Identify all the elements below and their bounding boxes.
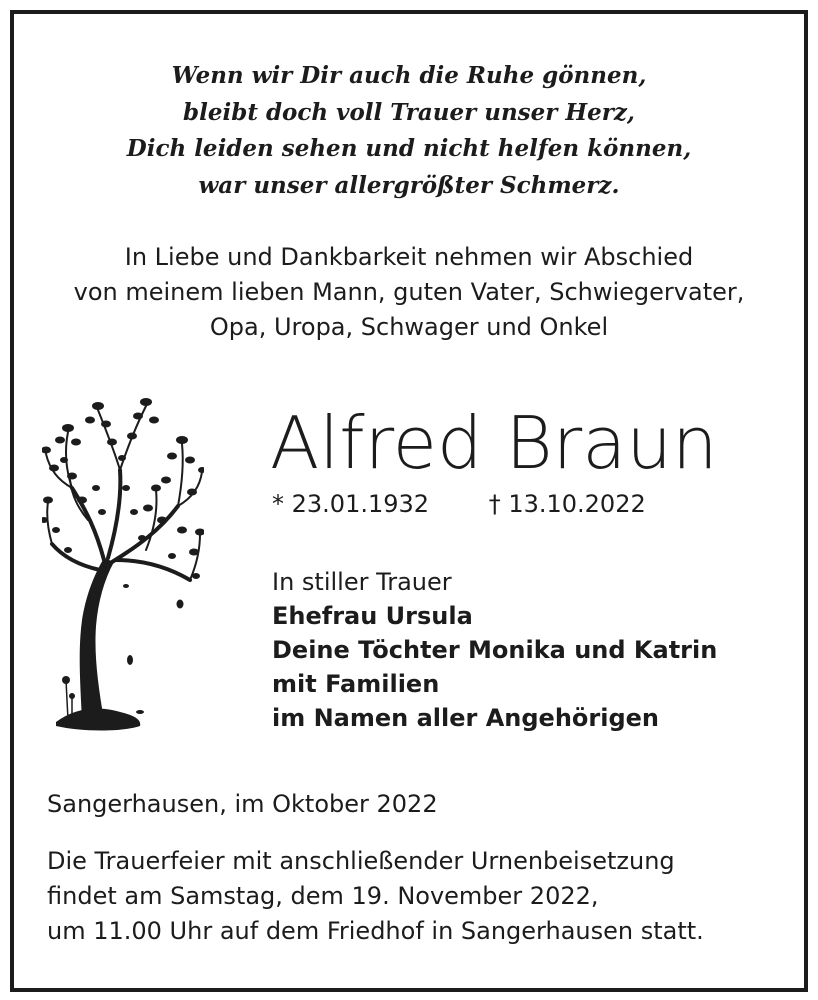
mourner-line: mit Familien bbox=[272, 670, 440, 698]
place-date: Sangerhausen, im Oktober 2022 bbox=[47, 790, 438, 818]
death-date: † 13.10.2022 bbox=[488, 490, 646, 518]
poem-line: Dich leiden sehen und nicht helfen können, bbox=[126, 135, 692, 162]
memorial-poem bbox=[0, 58, 818, 204]
mourner-line: im Namen aller Angehörigen bbox=[272, 704, 660, 732]
poem-line: bleibt doch voll Trauer unser Herz, bbox=[183, 98, 635, 126]
intro-line: In Liebe und Dankbarkeit nehmen wir Abschied bbox=[124, 243, 694, 271]
poem-line: Wenn wir Dir auch die Ruhe gönnen, bbox=[171, 62, 647, 89]
farewell-intro bbox=[0, 240, 818, 345]
tree-icon bbox=[42, 380, 204, 740]
life-dates bbox=[272, 490, 646, 518]
ceremony-line: findet am Samstag, dem 19. November 2022, bbox=[47, 882, 599, 910]
birth-date: * 23.01.1932 bbox=[272, 490, 430, 518]
mourner-line: Deine Töchter Monika und Katrin bbox=[272, 636, 718, 664]
mourner-line: Ehefrau Ursula bbox=[272, 602, 473, 630]
poem-line: war unser allergrößter Schmerz. bbox=[198, 171, 620, 199]
deceased-name: Alfred Braun bbox=[270, 401, 718, 485]
ceremony-info bbox=[47, 844, 704, 949]
intro-line: von meinem lieben Mann, guten Vater, Schwiegervater, bbox=[73, 278, 745, 306]
ceremony-line: Die Trauerfeier mit anschließender Urnenbeisetzung bbox=[47, 847, 675, 875]
intro-line: Opa, Uropa, Schwager und Onkel bbox=[209, 313, 609, 341]
mourners-intro: In stiller Trauer bbox=[272, 568, 452, 596]
ceremony-line: um 11.00 Uhr auf dem Friedhof in Sangerhausen statt. bbox=[47, 917, 704, 945]
mourners-block bbox=[272, 565, 717, 735]
